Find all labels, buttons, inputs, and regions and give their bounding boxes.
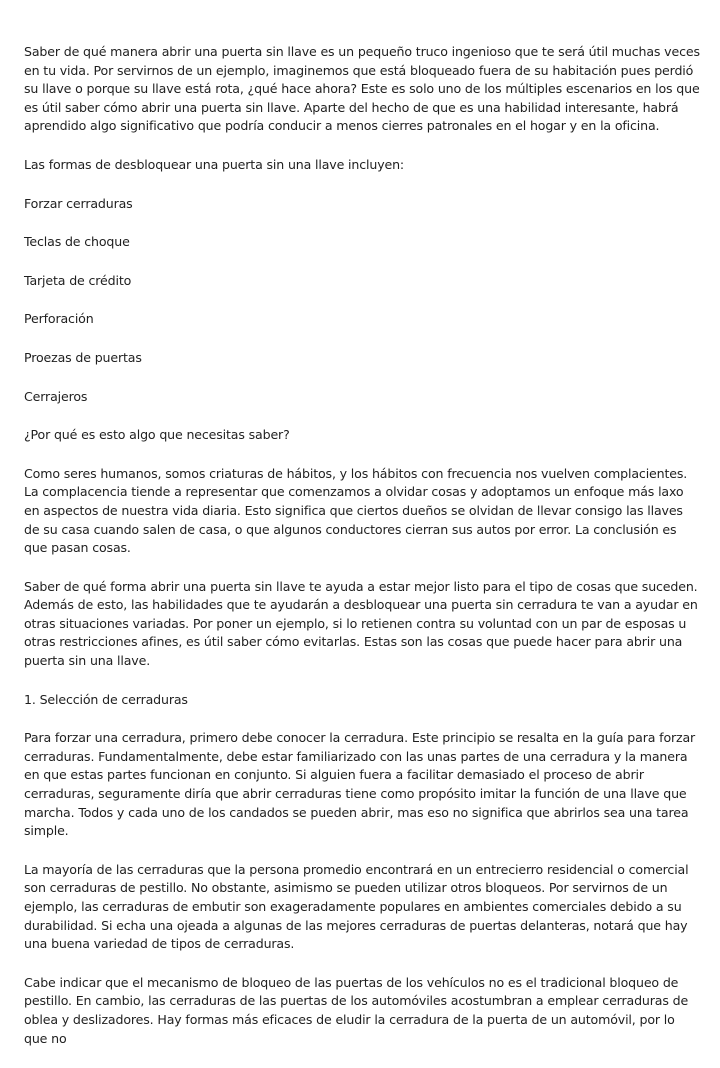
section-question: ¿Por qué es esto algo que necesitas saber? [24,427,290,443]
document-body [24,43,700,1068]
section-heading: 1. Selección de cerraduras [24,691,188,707]
list-item: Tarjeta de crédito [24,272,132,288]
body-paragraph: Para forzar una cerradura, primero debe conocer la cerradura. Este principio se resalta en la guía para forzar cerraduras. Fundamentalmente, debe estar familiarizado con las unas partes de una cerradura y la manera en que estas partes funcionan en conjunto. Si alguien fuera a facilitar demasiado el proceso de abrir cerraduras, seguramente diría que abrir cerraduras tiene como propósito imitar la función de una llave que marcha. Todos y cada uno de los candados se pueden abrir, mas eso no significa que abrirlos sea una tarea simple. [24,730,696,839]
list-intro: Las formas de desbloquear una puerta sin una llave incluyen: [24,156,405,172]
list-item: Teclas de choque [24,234,130,250]
list-item: Perforación [24,311,94,327]
body-paragraph: La mayoría de las cerraduras que la persona promedio encontrará en un entrecierro residencial o comercial son cerraduras de pestillo. No obstante, asimismo se pueden utilizar otros bloqueos. Por servirnos de un ejemplo, las cerraduras de embutir son exageradamente populares en ambientes comerciales debido a su durabilidad. Si echa una ojeada a algunas de las mejores cerraduras de puertas delanteras, notará que hay una buena variedad de tipos de cerraduras. [24,861,689,952]
body-paragraph: Cabe indicar que el mecanismo de bloqueo de las puertas de los vehículos no es el tradicional bloqueo de pestillo. En cambio, las cerraduras de las puertas de los automóviles acostumbran a emplear cerraduras de oblea y deslizadores. Hay formas más eficaces de eludir la cerradura de la puerta de un automóvil, por lo que no [24,974,689,1046]
list-item: Cerrajeros [24,388,88,404]
list-item: Proezas de puertas [24,349,142,365]
list-item: Forzar cerraduras [24,195,133,211]
body-paragraph: Saber de qué forma abrir una puerta sin llave te ayuda a estar mejor listo para el tipo de cosas que suceden. Además de esto, las habilidades que te ayudarán a desbloquear una puerta sin cerradura te van a ayudar en otras situaciones variadas. Por poner un ejemplo, si lo retienen contra su voluntad con un par de esposas u otras restricciones afines, es útil saber cómo evitarlas. Estas son las cosas que puede hacer para abrir una puerta sin una llave. [24,578,698,669]
intro-paragraph: Saber de qué manera abrir una puerta sin llave es un pequeño truco ingenioso que te será útil muchas veces en tu vida. Por servirnos de un ejemplo, imaginemos que está bloqueado fuera de su habitación pues perdió su llave o porque su llave está rota, ¿qué hace ahora? Este es solo uno de los múltiples escenarios en los que es útil saber cómo abrir una puerta sin llave. Aparte del hecho de que es una habilidad interesante, habrá aprendido algo significativo que podría conducir a menos cierres patronales en el hogar y en la oficina. [24,44,700,134]
body-paragraph: Como seres humanos, somos criaturas de hábitos, y los hábitos con frecuencia nos vuelven complacientes. La complacencia tiende a representar que comenzamos a olvidar cosas y adoptamos un enfoque más laxo en aspectos de nuestra vida diaria. Esto significa que ciertos dueños se olvidan de llevar consigo las llaves de su casa cuando salen de casa, o que algunos conductores cierran sus autos por error. La conclusión es que pasan cosas. [24,465,688,556]
